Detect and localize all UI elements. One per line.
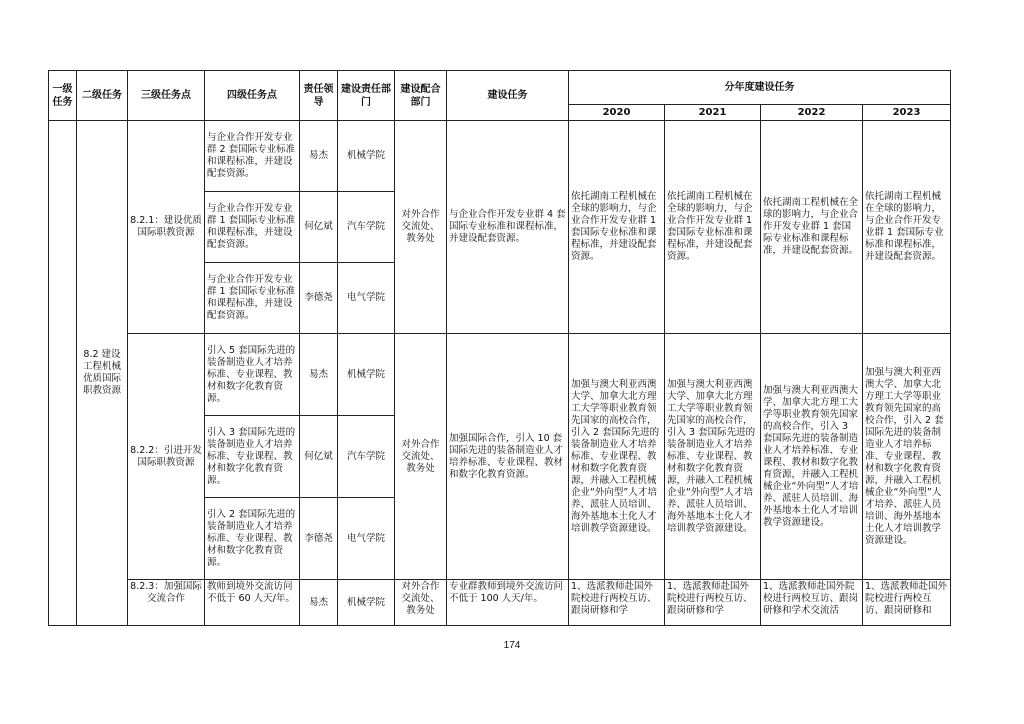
task-cell: 专业群教师到境外交流访问不低于 100 人天/年。: [447, 580, 569, 626]
l4-task-cell: 与企业合作开发专业群 2 套国际专业标准和课程标准，并建设配套资源。: [205, 121, 300, 192]
year-task-cell: 依托湖南工程机械在全球的影响力，与企业合作开发专业群 1 套国际专业标准和课程标准，并建设配套资源。: [569, 121, 665, 334]
dept-cell: 机械学院: [338, 580, 395, 626]
header-coop: 建设配合部门: [395, 71, 447, 121]
l4-task-cell: 与企业合作开发专业群 1 套国际专业标准和课程标准，并建设配套资源。: [205, 192, 300, 263]
year-task-cell: 加强与澳大利亚西澳大学、加拿大北方理工大学等职业教育领先国家的高校合作，引入 3 套国际先进的装备制造业人才培养标准、专业课程、教材和数字化教育资源，并融入工程机械企业“外向型”人才培养、派驻人员培训、海外基地本土化人才培训教学资源建设。: [761, 334, 863, 580]
dept-cell: 电气学院: [338, 498, 395, 580]
year-task-cell: 加强与澳大利亚西澳大学、加拿大北方理工大学等职业教育领先国家的高校合作，引入 2 套国际先进的装备制造业人才培养标准、专业课程、教材和数字化教育资源，并融入工程机械企业“外向型”人才培养、派驻人员培训、海外基地本土化人才培训教学资源建设。: [569, 334, 665, 580]
coop-cell: 对外合作交流处、教务处: [395, 121, 447, 334]
header-l1: 一级任务: [49, 71, 77, 121]
l3-task-cell: 8.2.2：引进开发国际职教资源: [128, 334, 205, 580]
year-task-cell: 加强与澳大利亚西澳大学、加拿大北方理工大学等职业教育领先国家的高校合作，引入 2 套国际先进的装备制造业人才培养标准、专业课程、教材和数字化教育资源，并融入工程机械企业“外向型”人才培养、派驻人员培训、海外基地本土化人才培训教学资源建设。: [863, 334, 951, 580]
l4-task-cell: 引入 5 套国际先进的装备制造业人才培养标准、专业课程、教材和数字化教育资源。: [205, 334, 300, 416]
year-task-cell: 依托湖南工程机械在全球的影响力，与企业合作开发专业群 1 套国际专业标准和课程标准，并建设配套资源。: [761, 121, 863, 334]
year-task-cell: 1、选派教师赴国外院校进行两校互访、跟岗研修和: [863, 580, 951, 626]
leader-cell: 李德尧: [300, 498, 338, 580]
l1-cell: [49, 121, 77, 626]
header-year: 2023: [863, 105, 951, 121]
header-year: 2020: [569, 105, 665, 121]
header-task: 建设任务: [447, 71, 569, 121]
leader-cell: 李德尧: [300, 263, 338, 334]
task-cell: 与企业合作开发专业群 4 套国际专业标准和课程标准，并建设配套资源。: [447, 121, 569, 334]
l4-task-cell: 与企业合作开发专业群 1 套国际专业标准和课程标准，并建设配套资源。: [205, 263, 300, 334]
year-task-cell: 依托湖南工程机械在全球的影响力，与企业合作开发专业群 1 套国际专业标准和课程标准，并建设配套资源。: [863, 121, 951, 334]
page-number: 174: [503, 640, 521, 651]
year-task-cell: 1、选派教师赴国外院校进行两校互访、跟岗研修和学: [569, 580, 665, 626]
header-l4: 四级任务点: [205, 71, 300, 121]
year-task-cell: 1、选派教师赴国外院校进行两校互访、跟岗研修和学: [665, 580, 761, 626]
dept-cell: 机械学院: [338, 121, 395, 192]
l4-task-cell: 引入 2 套国际先进的装备制造业人才培养标准、专业课程、教材和数字化教育资源。: [205, 498, 300, 580]
dept-cell: 电气学院: [338, 263, 395, 334]
leader-cell: 何亿斌: [300, 192, 338, 263]
dept-cell: 汽车学院: [338, 192, 395, 263]
task-cell: 加强国际合作，引入 10 套国际先进的装备制造业人才培养标准、专业课程、教材和数字化教育资源。: [447, 334, 569, 580]
coop-cell: 对外合作交流处、教务处: [395, 334, 447, 580]
leader-cell: 易杰: [300, 121, 338, 192]
task-table: [48, 70, 951, 626]
year-task-cell: 加强与澳大利亚西澳大学、加拿大北方理工大学等职业教育领先国家的高校合作，引入 3 套国际先进的装备制造业人才培养标准、专业课程、教材和数字化教育资源，并融入工程机械企业“外向型”人才培养、派驻人员培训、海外基地本土化人才培训教学资源建设。: [665, 334, 761, 580]
header-year: 2022: [761, 105, 863, 121]
header-leader: 责任领导: [300, 71, 338, 121]
leader-cell: 易杰: [300, 580, 338, 626]
l4-task-cell: 引入 3 套国际先进的装备制造业人才培养标准、专业课程、教材和数字化教育资源。: [205, 416, 300, 498]
l4-task-cell: 教师到境外交流访问不低于 60 人天/年。: [205, 580, 300, 626]
coop-cell: 对外合作交流处、教务处: [395, 580, 447, 626]
header-l2: 二级任务: [77, 71, 128, 121]
header-year: 2021: [665, 105, 761, 121]
header-l3: 三级任务点: [128, 71, 205, 121]
header-dept: 建设责任部门: [338, 71, 395, 121]
year-task-cell: 1、选派教师赴国外院校进行两校互访、跟岗研修和学术交流活: [761, 580, 863, 626]
dept-cell: 汽车学院: [338, 416, 395, 498]
l3-task-cell: 8.2.3：加强国际交流合作: [128, 580, 205, 626]
dept-cell: 机械学院: [338, 334, 395, 416]
leader-cell: 何亿斌: [300, 416, 338, 498]
leader-cell: 易杰: [300, 334, 338, 416]
year-task-cell: 依托湖南工程机械在全球的影响力，与企业合作开发专业群 1 套国际专业标准和课程标准，并建设配套资源。: [665, 121, 761, 334]
l3-task-cell: 8.2.1：建设优质国际职教资源: [128, 121, 205, 334]
header-annual: 分年度建设任务: [569, 71, 951, 105]
l2-task-cell: 8.2 建设工程机械优质国际职教资源: [77, 121, 128, 626]
